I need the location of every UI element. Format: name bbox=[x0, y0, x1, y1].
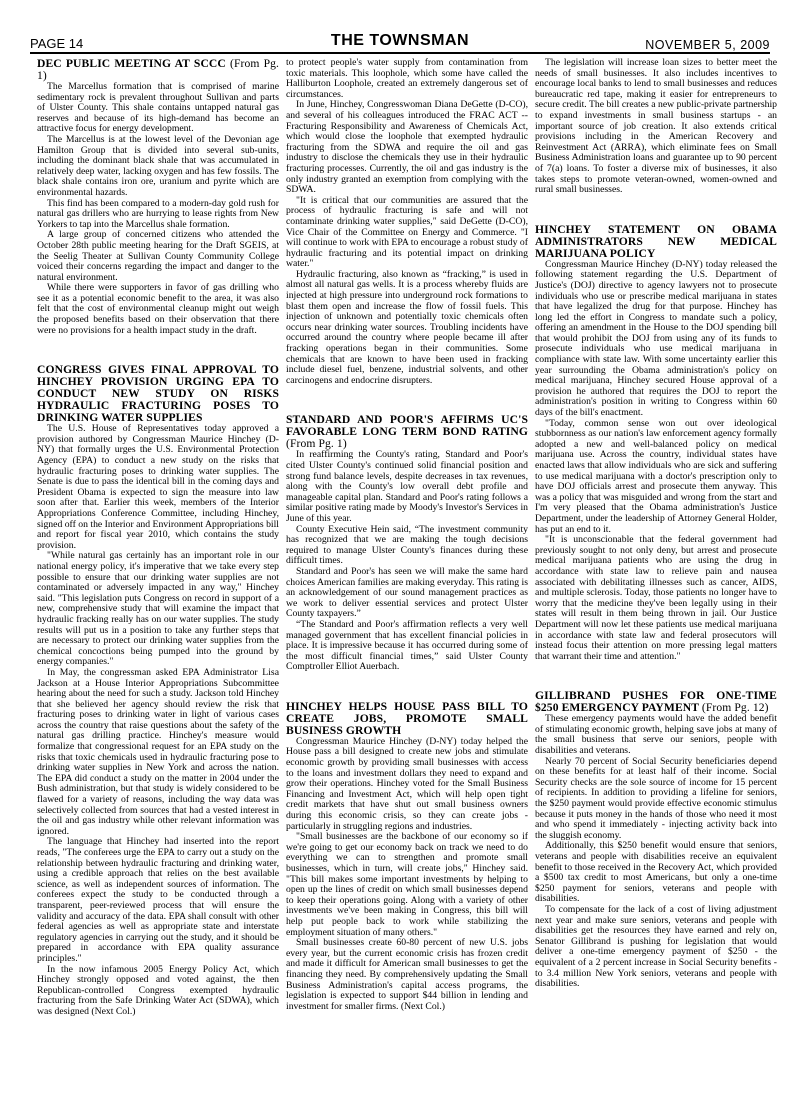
story-gillibrand bbox=[535, 690, 777, 989]
paragraph: A large group of concerned citizens who attended the October 28th public meeting hearing for the Draft SGEIS, at the Seelig Theater at Sullivan County Community College voiced their concerns regarding the impact and danger to the natural environment. bbox=[37, 229, 279, 283]
paragraph: Standard and Poor's has seen we will make the same hard choices American families are making everyday. This rating is an acknowledgement of our sound management practices as we work to deliver essential services and protect Ulster County taxpayers.” bbox=[286, 565, 528, 620]
headline: HINCHEY HELPS HOUSE PASS BILL TO CREATE JOBS, PROMOTE SMALL BUSINESS GROWTH bbox=[286, 699, 528, 737]
story-body bbox=[535, 58, 777, 196]
headline: GILLIBRAND PUSHES FOR ONE-TIME $250 EMERGENCY PAYMENT (From Pg. 12) bbox=[535, 689, 777, 715]
paragraph: "Small businesses are the backbone of our economy so if we're going to get our economy back on track we need to do everything we can to strengthen and promote small businesses, which in turn, will create jobs," Hinchey said. "This bill makes some important investments by helping to open up the lines of credit on which small businesses depend to keep their operations going. Along with a variety of other investments we've been making in Congress, this bill will help put people back to work while stabilizing the employment situation of many others." bbox=[286, 831, 528, 938]
story-standard-poors bbox=[286, 414, 528, 672]
headline: HINCHEY STATEMENT ON OBAMA ADMINISTRATORS NEW MEDICAL MARIJUANA POLICY bbox=[535, 222, 777, 260]
story-body bbox=[535, 260, 777, 663]
story-body bbox=[286, 58, 528, 386]
paragraph: “The Standard and Poor's affirmation reflects a very well managed government that has excellent financial policies in place. It is impressive because it has occurred during some of the most difficult financial times,” said Ulster County Comptroller Elliot Auerbach. bbox=[286, 618, 528, 673]
paragraph: "Today, common sense won out over ideological stubbornness as our nation's law enforcement agency formally adopted a new and well-balanced policy on medical marijuana use. Across the country, individual states have enacted laws that allow individuals who are sick and suffering to use medical marijuana with a doctor's prescription only to have DOJ officials arrest and prosecute them anyway. This was a policy that was misguided and wrong from the start and I'm very pleased that the Obama administration's Justice Department, under the leadership of Attorney General Holder, has put an end to it. bbox=[535, 417, 777, 535]
paragraph: In June, Hinchey, Congresswoman Diana DeGette (D-CO), and several of his colleagues introduced the FRAC ACT -- Fracturing Responsibility and Awareness of Chemicals Act, which would close the loophole that exempted hydraulic fracturing from the SDWA and require the oil and gas industry to disclose the chemicals they use in their hydraulic fracturing processes. Currently, the oil and gas industry is the only industry granted an exemption from complying with the SDWA. bbox=[286, 99, 528, 196]
publication-name: THE TOWNSMAN bbox=[330, 32, 470, 49]
story-small-business-cont bbox=[535, 58, 777, 196]
paragraph: Nearly 70 percent of Social Security beneficiaries depend on these benefits for at least half of their income. Social Security checks are the sole source of income for 15 percent of recipients. In addition to providing a lifeline for seniors, the $250 payment would provide effective economic stimulus because it puts money in the hands of those who need it most and who spend it immediately - injecting activity back into the sluggish economy. bbox=[535, 755, 777, 841]
story-hinchey-epa-cont bbox=[286, 58, 528, 386]
page-number: PAGE 14 bbox=[30, 36, 84, 51]
column-3 bbox=[535, 58, 777, 1110]
story-dec-meeting bbox=[37, 58, 279, 336]
paragraph: In the now infamous 2005 Energy Policy Act, which Hinchey strongly opposed and voted against, the then Republican-controlled Congress exempted hydraulic fracturing from the Safe Drinking Water Act (SDWA), which was designed (Next Col.) bbox=[37, 963, 279, 1017]
paragraph: While there were supporters in favor of gas drilling who see it as a potential economic benefit to the area, it was also felt that the cost of environmental cleanup might out weigh the proposed benefits based on their observation that there were no provisions for a health impact study in the draft. bbox=[37, 282, 279, 336]
story-body bbox=[37, 82, 279, 336]
story-medical-marijuana bbox=[535, 224, 777, 663]
headline: CONGRESS GIVES FINAL APPROVAL TO HINCHEY PROVISION URGING EPA TO CONDUCT NEW STUDY ON RISKS HYDRAULIC FRACTURING POSES TO DRINKING WATER SUPPLIES bbox=[37, 363, 279, 425]
paragraph: County Executive Hein said, “The investment community has recognized that we are making the tough decisions required to manage Ulster County's finances during these difficult times. bbox=[286, 523, 528, 567]
paragraph: The Marcellus formation that is comprised of marine sedimentary rock is prevalent throughout Sullivan and parts of Ulster County. This shale contains untapped natural gas reserves and because of its high-demand has become an attractive focus for energy development. bbox=[37, 81, 279, 135]
paragraph: These emergency payments would have the added benefit of stimulating economic growth, helping save jobs at many of the small business that serve our seniors, people with disabilities and veterans. bbox=[535, 713, 777, 757]
story-hinchey-epa bbox=[37, 364, 279, 1017]
headline: DEC PUBLIC MEETING AT SCCC (From Pg. 1) bbox=[37, 58, 279, 82]
column-1 bbox=[37, 58, 279, 1110]
story-body bbox=[286, 450, 528, 672]
column-2 bbox=[286, 58, 528, 1110]
issue-date: NOVEMBER 5, 2009 bbox=[645, 38, 770, 52]
paragraph: The language that Hinchey had inserted into the report reads, "The conferees urge the EPA to carry out a study on the relationship between hydraulic fracturing and drinking water, using a credible approach that relies on the best available science, as well as independent sources of information. The conferees expect the study to be conducted through a transparent, peer-reviewed process that will ensure the validity and accuracy of the data. EPA shall consult with other federal agencies as well as appropriate state and interstate regulatory agencies in carrying out the study, and it should be prepared in accordance with EPA quality assurance principles." bbox=[37, 836, 279, 964]
story-body bbox=[286, 737, 528, 1012]
paragraph: Congressman Maurice Hinchey (D-NY) today released the following statement regarding the U.S. Department of Justice's (DOJ) directive to agency lawyers not to prosecute individuals who use or prescribe medical marijuana in states that have legalized the drug for that purpose. Hinchey has long led the effort in Congress to mandate such a policy, offering an amendment in the House to the DOJ spending bill that would prohibit the DOJ from using any of its funds to prosecute individuals who use medical marijuana in compliance with state law. With some uncertainty earlier this year surrounding the Obama administration's policy on medical marijuana, Hinchey secured House approval of a provision he authored that requires the DOJ to report the administration's position in writing to Congress within 60 days of the bill's enactment. bbox=[535, 258, 777, 419]
paragraph: "It is unconscionable that the federal government had previously sought to not only deny, but arrest and prosecute medical marijuana patients who are using the drug in accordance with state law to relieve pain and nausea associated with debilitating illnesses such as cancer, AIDS, and multiple sclerosis. Today, those patients no longer have to worry that the medicine they've been legally using in their states will result in them being thrown in jail. Our Justice Department will now let these patients use medical marijuana in accordance with state law and federal prosecutors will instead focus their attention on more pressing legal matters that warrant their time and attention." bbox=[535, 534, 777, 662]
paragraph: to protect people's water supply from contamination from toxic materials. This loophole, which some have called the Halliburton Loophole, created an extremely dangerous set of circumstances. bbox=[286, 58, 528, 100]
headline: STANDARD AND POOR'S AFFIRMS UC'S FAVORABLE LONG TERM BOND RATING (From Pg. 1) bbox=[286, 413, 528, 451]
paragraph: To compensate for the lack of a cost of living adjustment next year and make sure seniors, veterans and people with disabilities get the resources they have earned and rely on, Senator Gillibrand is pushing for legislation that would deliver a one-time emergency payment of $250 - the equivalent of a 2 percent increase in Social Security benefits - to 3.4 million New York seniors, veterans and people with disabilities. bbox=[535, 903, 777, 990]
paragraph: The Marcellus is at the lowest level of the Devonian age Hamilton Group that is divided into several sub-units, including the dominant black shale that was accumulated in relatively deep water, lacking oxygen and has few fossils. The black shale contains iron ore, uranium and pyrite which are environmental hazards. bbox=[37, 133, 279, 198]
paragraph: The U.S. House of Representatives today approved a provision authored by Congressman Maurice Hinchey (D-NY) that formally urges the U.S. Environmental Protection Agency (EPA) to conduct a new study on the risks that hydraulic fracturing poses to drinking water supplies. The Senate is due to pass the identical bill in the coming days and President Obama is expected to sign the measure into law soon after that. Earlier this week, members of the Interior Appropriations Conference Committee, including Hinchey, signed off on the Interior and Environment Appropriations bill and report for fiscal year 2010, which contains the study provision. bbox=[37, 423, 279, 551]
paragraph: In May, the congressman asked EPA Administrator Lisa Jackson at a House Interior Appropriations Subcommittee hearing about the need for such a study. Jackson told Hinchey that she believed her agency should review the risk that fracturing poses to drinking water in light of various cases across the country that raise questions about the safety of the natural gas drilling practice. Hinchey's measure would formalize that congressional request for an EPA study on the risks that toxic chemicals used in hydraulic fracturing pose to drinking water supplies in New York and across the nation. The EPA did conduct a study on the matter in 2004 under the Bush administration, but that study is widely considered to be flawed for a variety of reasons, including the way data was selectively collected from sources that had a vested interest in the oil and gas industry while other relevant information was ignored. bbox=[37, 666, 279, 837]
paragraph: In reaffirming the County's rating, Standard and Poor's cited Ulster County's continued solid financial position and strong fund balance levels, despite decreases in tax revenues, along with the County's low overall debt profile and manageable capital plan. Standard and Poor's rating follows a similar positive rating made by Moody's Investor's Services in June of this year. bbox=[286, 449, 528, 524]
page-header bbox=[30, 32, 770, 54]
paragraph: Additionally, this $250 benefit would ensure that seniors, veterans and people with disabilities receive an equivalent benefit to those received in the Recovery Act, which provided a $500 tax credit to most Americans, but only a one-time $250 payment for seniors, veterans and people with disabilities. bbox=[535, 840, 777, 905]
paragraph: Congressman Maurice Hinchey (D-NY) today helped the House pass a bill designed to create new jobs and stimulate economic growth by providing small businesses with access to the loans and investment dollars they need to expand and grow their operations. Hinchey voted for the Small Business Financing and Investment Act, which will help open tight credit markets that have shut out small business owners during this economic crisis, so they can create jobs - particularly in struggling regions and industries. bbox=[286, 735, 528, 832]
story-body bbox=[37, 424, 279, 1017]
paragraph: The legislation will increase loan sizes to better meet the needs of small businesses. It also includes incentives to encourage local banks to lend to small businesses and reduces bureaucratic red tape, making it easier for entrepreneurs to secure credit. The bill creates a new public-private partnership to expand investments in small business startups - an important source of job creation. It also extends critical provisions including in the American Recovery and Reinvestment Act (ARRA), which eliminate fees on Small Business Administration loans and guarantee up to 90 percent of 7(a) loans. To foster a diverse mix of businesses, it also takes steps to promote veteran-owned, women-owned and rural small businesses. bbox=[535, 58, 777, 196]
story-small-business bbox=[286, 701, 528, 1012]
paragraph: "While natural gas certainly has an important role in our national energy policy, it's imperative that we take every step possible to ensure that our drinking water supplies are not contaminated or adversely impacted in any way," Hinchey said. "This legislation puts Congress on record in support of a new, comprehensive study that will examine the impact that hydraulic fracking really has on our water supplies. The study results will put us in a position to take any further steps that are necessary to protect our drinking water supplies from the chemical concoctions being pumped into the ground by energy companies." bbox=[37, 550, 279, 668]
paragraph: This find has been compared to a modern-day gold rush for natural gas drillers who are hurrying to lease rights from New Yorkers to tap into the Marcellus shale formation. bbox=[37, 197, 279, 230]
story-body bbox=[535, 714, 777, 989]
paragraph: Hydraulic fracturing, also known as “fracking,” is used in almost all natural gas wells. It is a process whereby fluids are injected at high pressure into underground rock formations to blast them open and increase the flow of fossil fuels. This injection of unknown and potentially toxic chemicals often occurs near drinking water sources. Troubling incidents have occurred around the country where people became ill after fracking operations began in their communities. Some chemicals that are known to have been used in fracking include diesel fuel, benzene, industrial solvents, and other carcinogens and endocrine disrupters. bbox=[286, 268, 528, 386]
paragraph: "It is critical that our communities are assured that the process of hydraulic fracturing is safe and will not contaminate drinking water supplies," said DeGette (D-CO), Vice Chair of the Committee on Energy and Commerce. "I will continue to work with EPA to encourage a robust study of hydraulic fracturing and its potential impact on drinking water." bbox=[286, 194, 528, 270]
paragraph: Small businesses create 60-80 percent of new U.S. jobs every year, but the current economic crisis has frozen credit and made it difficult for American small businesses to get the financing they need. By comprehensively updating the Small Business Administration's capital access programs, the legislation is expected to support $44 billion in lending and investment for smaller firms. (Next Col.) bbox=[286, 937, 528, 1012]
